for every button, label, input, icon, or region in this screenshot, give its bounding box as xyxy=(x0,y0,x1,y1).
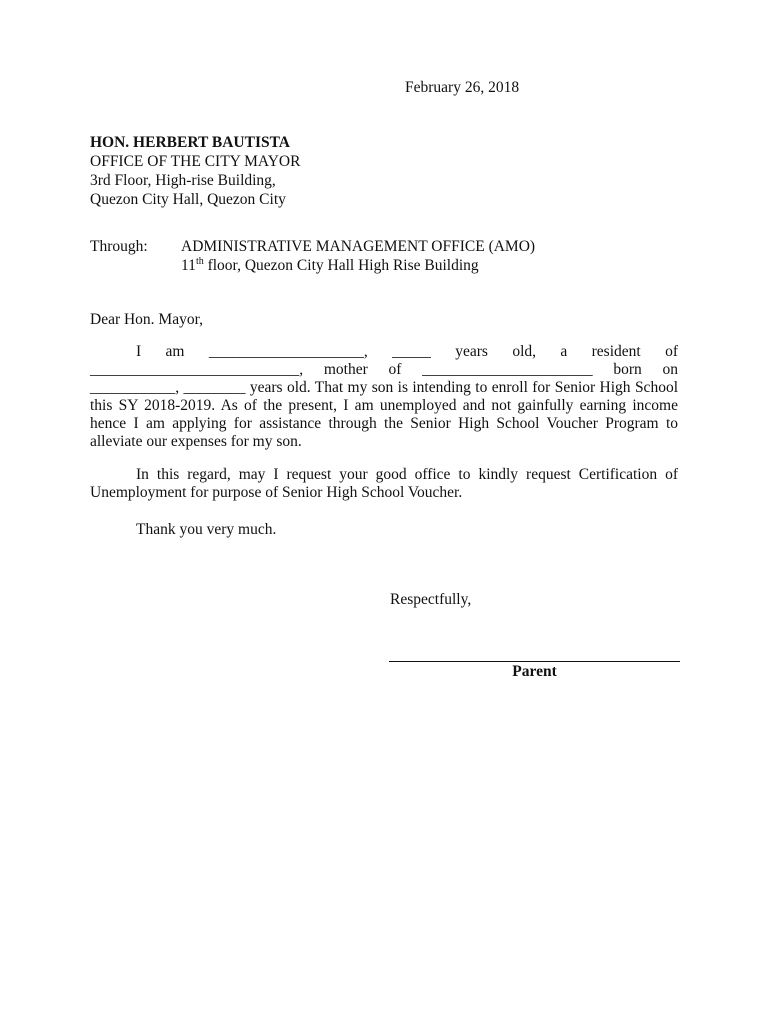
through-office: ADMINISTRATIVE MANAGEMENT OFFICE (AMO) xyxy=(181,238,536,255)
through-floor xyxy=(181,256,535,275)
addressee-office: OFFICE OF THE CITY MAYOR xyxy=(90,153,301,170)
body-paragraph-1-text: I am ____________________, _____ years old, a resident of ___________________________, mother of ______________________ born on ___________, ________ years old. That my son is intending to enroll for Senior High School this SY 2018-2019. As of the present, I am unemployed and not gainfully earning income hence I am applying for assistance through the Senior High School Voucher Program to alleviate our expenses for my son. xyxy=(90,343,678,450)
through-block xyxy=(181,237,535,275)
body-paragraph-3: Thank you very much. xyxy=(136,521,277,538)
salutation: Dear Hon. Mayor, xyxy=(90,311,204,328)
letter-date: February 26, 2018 xyxy=(405,79,520,96)
addressee-name: HON. HERBERT BAUTISTA xyxy=(90,134,291,151)
through-floor-number: 11 xyxy=(181,257,196,274)
addressee-block xyxy=(90,133,300,209)
body-paragraph-1 xyxy=(90,343,678,451)
through-label: Through: xyxy=(90,238,148,255)
addressee-address-line-1: 3rd Floor, High-rise Building, xyxy=(90,172,276,189)
body-paragraph-2 xyxy=(90,466,678,502)
signature-label: Parent xyxy=(512,663,557,680)
body-paragraph-2-text: In this regard, may I request your good office to kindly request Certification of Unemployment for purpose of Senior High School Voucher. xyxy=(90,466,678,501)
closing: Respectfully, xyxy=(390,591,472,608)
addressee-address-line-2: Quezon City Hall, Quezon City xyxy=(90,191,286,208)
through-floor-rest: floor, Quezon City Hall High Rise Building xyxy=(203,257,479,274)
through-floor-suffix: th xyxy=(195,255,204,267)
